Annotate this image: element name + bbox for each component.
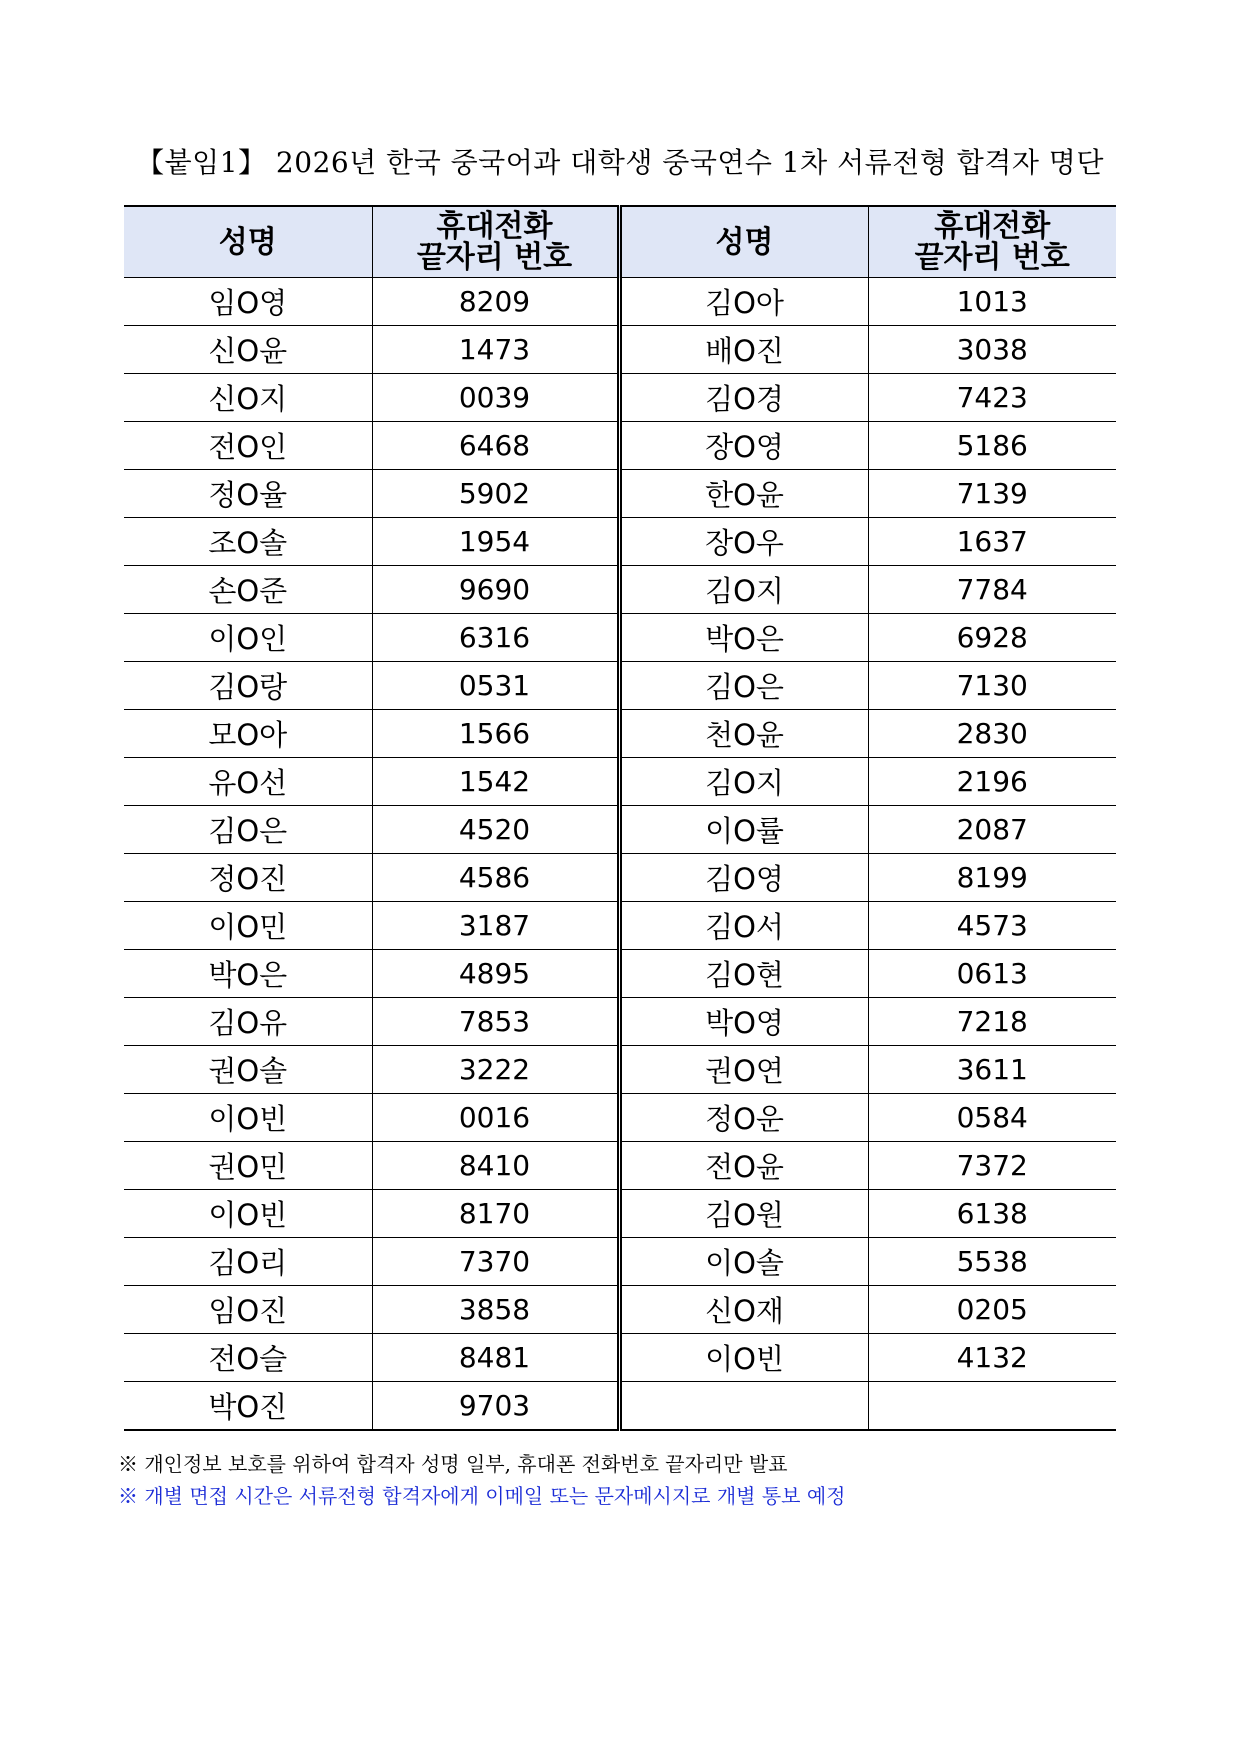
phone-cell-right: 1013	[868, 278, 1116, 326]
table-row	[124, 1286, 1116, 1334]
name-cell-left: 김O리	[124, 1238, 372, 1286]
name-cell-left: 권O민	[124, 1142, 372, 1190]
phone-cell-right: 1637	[868, 518, 1116, 566]
name-cell-right: 권O연	[619, 1046, 868, 1094]
phone-cell-right: 3611	[868, 1046, 1116, 1094]
phone-cell-left: 4520	[372, 806, 619, 854]
name-cell-right: 장O우	[619, 518, 868, 566]
name-cell-right: 김O지	[619, 566, 868, 614]
name-cell-left: 이O민	[124, 902, 372, 950]
name-cell-left: 조O솔	[124, 518, 372, 566]
name-cell-right: 배O진	[619, 326, 868, 374]
phone-cell-right	[868, 1382, 1116, 1431]
phone-cell-left: 3858	[372, 1286, 619, 1334]
header-phone-right	[868, 206, 1116, 278]
name-cell-right: 이O빈	[619, 1334, 868, 1382]
phone-cell-right: 4132	[868, 1334, 1116, 1382]
phone-cell-right: 7784	[868, 566, 1116, 614]
phone-cell-left: 3222	[372, 1046, 619, 1094]
table-header-row	[124, 206, 1116, 278]
phone-cell-left: 0531	[372, 662, 619, 710]
table-row	[124, 902, 1116, 950]
table-row	[124, 854, 1116, 902]
phone-cell-right: 2196	[868, 758, 1116, 806]
table-row	[124, 470, 1116, 518]
table-row	[124, 566, 1116, 614]
name-cell-left: 전O인	[124, 422, 372, 470]
phone-cell-left: 5902	[372, 470, 619, 518]
name-cell-left: 전O슬	[124, 1334, 372, 1382]
table-row	[124, 1094, 1116, 1142]
table-row	[124, 1190, 1116, 1238]
name-cell-left: 정O진	[124, 854, 372, 902]
name-cell-right: 김O서	[619, 902, 868, 950]
phone-cell-left: 8410	[372, 1142, 619, 1190]
table-row	[124, 1382, 1116, 1431]
phone-cell-left: 8170	[372, 1190, 619, 1238]
name-cell-left: 이O빈	[124, 1094, 372, 1142]
name-cell-right: 이O솔	[619, 1238, 868, 1286]
phone-cell-right: 6928	[868, 614, 1116, 662]
phone-cell-right: 0584	[868, 1094, 1116, 1142]
name-cell-left: 손O준	[124, 566, 372, 614]
phone-cell-right: 7372	[868, 1142, 1116, 1190]
phone-cell-left: 9703	[372, 1382, 619, 1431]
phone-cell-right: 3038	[868, 326, 1116, 374]
name-cell-left: 김O유	[124, 998, 372, 1046]
table-row	[124, 374, 1116, 422]
phone-cell-left: 7853	[372, 998, 619, 1046]
name-cell-left: 정O율	[124, 470, 372, 518]
table-row	[124, 614, 1116, 662]
name-cell-right: 김O원	[619, 1190, 868, 1238]
header-phone-line1: 휴대전화	[934, 209, 1051, 244]
phone-cell-left: 1566	[372, 710, 619, 758]
phone-cell-left: 0016	[372, 1094, 619, 1142]
phone-cell-left: 3187	[372, 902, 619, 950]
name-cell-left: 김O은	[124, 806, 372, 854]
name-cell-right: 장O영	[619, 422, 868, 470]
phone-cell-left: 0039	[372, 374, 619, 422]
phone-cell-right: 7130	[868, 662, 1116, 710]
phone-cell-right: 7218	[868, 998, 1116, 1046]
phone-cell-right: 2087	[868, 806, 1116, 854]
phone-cell-left: 1954	[372, 518, 619, 566]
table-row	[124, 1238, 1116, 1286]
name-cell-right: 김O지	[619, 758, 868, 806]
phone-cell-right: 0613	[868, 950, 1116, 998]
table-row	[124, 758, 1116, 806]
name-cell-left: 임O영	[124, 278, 372, 326]
phone-cell-left: 9690	[372, 566, 619, 614]
name-cell-left: 이O빈	[124, 1190, 372, 1238]
footnotes	[118, 1448, 846, 1512]
table-row	[124, 950, 1116, 998]
table-body	[124, 278, 1116, 1431]
name-cell-right: 신O재	[619, 1286, 868, 1334]
table-row	[124, 422, 1116, 470]
phone-cell-right: 7423	[868, 374, 1116, 422]
name-cell-right: 김O아	[619, 278, 868, 326]
phone-cell-right: 5538	[868, 1238, 1116, 1286]
header-phone-line1: 휴대전화	[436, 209, 553, 244]
phone-cell-right: 5186	[868, 422, 1116, 470]
name-cell-right: 박O영	[619, 998, 868, 1046]
name-cell-left: 권O솔	[124, 1046, 372, 1094]
name-cell-right: 김O은	[619, 662, 868, 710]
name-cell-left: 박O은	[124, 950, 372, 998]
phone-cell-left: 7370	[372, 1238, 619, 1286]
table-row	[124, 1142, 1116, 1190]
phone-cell-right: 2830	[868, 710, 1116, 758]
applicant-table	[124, 205, 1116, 1431]
name-cell-right: 천O윤	[619, 710, 868, 758]
table-row	[124, 278, 1116, 326]
name-cell-left: 유O선	[124, 758, 372, 806]
phone-cell-left: 1473	[372, 326, 619, 374]
table-row	[124, 806, 1116, 854]
name-cell-right: 김O현	[619, 950, 868, 998]
phone-cell-right: 7139	[868, 470, 1116, 518]
name-cell-right: 이O률	[619, 806, 868, 854]
name-cell-left: 김O랑	[124, 662, 372, 710]
name-cell-right: 박O은	[619, 614, 868, 662]
phone-cell-left: 6316	[372, 614, 619, 662]
phone-cell-left: 4895	[372, 950, 619, 998]
name-cell-right: 김O경	[619, 374, 868, 422]
table-row	[124, 326, 1116, 374]
name-cell-right	[619, 1382, 868, 1431]
phone-cell-left: 6468	[372, 422, 619, 470]
header-phone-line2: 끝자리 번호	[416, 240, 573, 275]
name-cell-left: 신O윤	[124, 326, 372, 374]
header-name-left: 성명	[124, 206, 372, 278]
name-cell-right: 한O윤	[619, 470, 868, 518]
phone-cell-left: 4586	[372, 854, 619, 902]
phone-cell-left: 1542	[372, 758, 619, 806]
table-row	[124, 1334, 1116, 1382]
name-cell-right: 전O윤	[619, 1142, 868, 1190]
name-cell-left: 임O진	[124, 1286, 372, 1334]
phone-cell-right: 0205	[868, 1286, 1116, 1334]
name-cell-left: 박O진	[124, 1382, 372, 1431]
name-cell-left: 이O인	[124, 614, 372, 662]
table-row	[124, 1046, 1116, 1094]
table-row	[124, 710, 1116, 758]
phone-cell-right: 6138	[868, 1190, 1116, 1238]
footnote-privacy: ※ 개인정보 보호를 위하여 합격자 성명 일부, 휴대폰 전화번호 끝자리만 발표	[118, 1452, 788, 1476]
name-cell-left: 모O아	[124, 710, 372, 758]
table-row	[124, 662, 1116, 710]
table-row	[124, 998, 1116, 1046]
header-phone-line2: 끝자리 번호	[914, 240, 1070, 275]
phone-cell-left: 8209	[372, 278, 619, 326]
footnote-interview: ※ 개별 면접 시간은 서류전형 합격자에게 이메일 또는 문자메시지로 개별 통보 예정	[118, 1484, 846, 1508]
phone-cell-right: 8199	[868, 854, 1116, 902]
phone-cell-right: 4573	[868, 902, 1116, 950]
document-title: 【붙임1】 2026년 한국 중국어과 대학생 중국연수 1차 서류전형 합격자 명단	[136, 146, 1104, 179]
name-cell-right: 정O운	[619, 1094, 868, 1142]
name-cell-right: 김O영	[619, 854, 868, 902]
phone-cell-left: 8481	[372, 1334, 619, 1382]
table-row	[124, 518, 1116, 566]
name-cell-left: 신O지	[124, 374, 372, 422]
header-name-right: 성명	[619, 206, 868, 278]
header-phone-left	[372, 206, 619, 278]
